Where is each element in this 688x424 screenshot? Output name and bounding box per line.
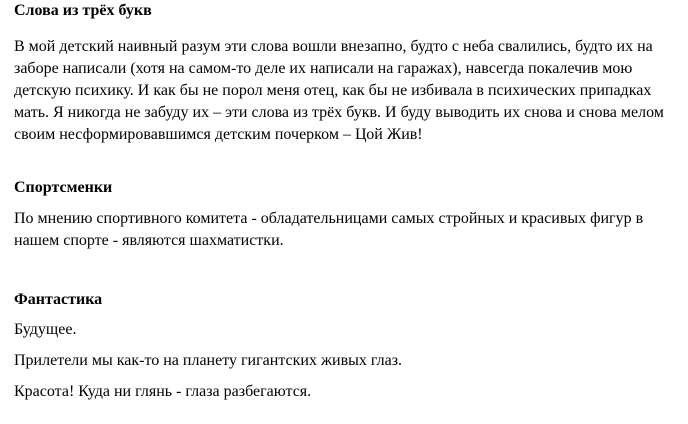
joke-section-sportswomen — [14, 178, 674, 252]
joke-section-fantasy — [14, 290, 674, 403]
section-title: Спортсменки — [14, 179, 113, 196]
section-paragraph: Будущее. — [14, 321, 77, 338]
joke-section-three-letter-words — [14, 1, 674, 146]
section-paragraph: По мнению спортивного комитета - обладательницами самых стройных и красивых фигур в нашем спорте - являются шахматистки. — [14, 210, 644, 249]
section-paragraph: Прилетели мы как-то на планету гигантских живых глаз. — [14, 352, 403, 369]
section-paragraph: Красота! Куда ни глянь - глаза разбегаются. — [14, 383, 312, 400]
section-title: Слова из трёх букв — [14, 2, 152, 19]
section-title: Фантастика — [14, 291, 103, 308]
section-paragraph: В мой детский наивный разум эти слова вошли внезапно, будто с неба свалились, будто их на заборе написали (хотя на самом-то деле их написали на гаражах), навсегда покалечив мою детскую психику. И как бы не порол меня отец, как бы не избивала в психических припадках мать. Я никогда не забуду их – эти слова из трёх букв. И буду выводить их снова и снова мелом своим несформировавшимся детским почерком – Цой Жив! — [14, 38, 664, 143]
